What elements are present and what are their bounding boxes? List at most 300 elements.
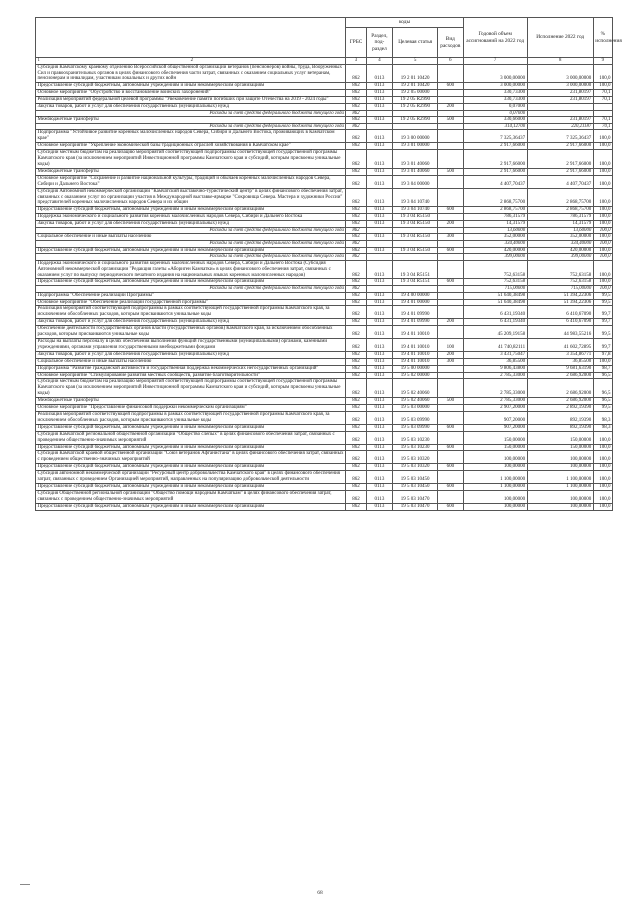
cell-name: Расходы за счет средств федерального бюджета текущего года (36, 254, 346, 260)
cell-name: Расходы за счет средств федерального бюджета текущего года (36, 228, 346, 234)
cell-name: Реализация мероприятий соответствующей подпрограммы в рамках соответствующей государственной программы Камчатского края, за исключением обособленных расходов, которым присваиваются уникальные коды (36, 411, 346, 424)
table-row (36, 279, 613, 286)
cell-s: 0113 (366, 490, 393, 503)
cell-s: 0113 (366, 130, 393, 143)
cell-s: 0113 (366, 168, 393, 175)
cell-g: 862 (346, 431, 366, 444)
cell-x: 100,0 (593, 279, 612, 286)
cell-name: Поддержка экономического и социального развития коренных малочисленных народов Севера, Сибири и Дальнего Востока (36, 214, 346, 221)
cell-g: 862 (346, 398, 366, 405)
cell-e: 352,00000 (527, 234, 593, 241)
cell-e: 892,19390 (527, 411, 593, 424)
cell-name: Закупка товаров, работ и услуг для обеспечения государственных (муниципальных) нужд (36, 221, 346, 228)
cell-c: 19 2 01 10420 (393, 83, 438, 90)
cell-c: 19 4 01 10010 (393, 339, 438, 352)
table-row (36, 150, 613, 169)
cell-v: 200 (438, 104, 464, 111)
cell-g: 862 (346, 260, 366, 279)
cell-s: 0113 (366, 221, 393, 228)
cell-g: 862 (346, 351, 366, 358)
cell-s: 0113 (366, 97, 393, 104)
cell-v: 100 (438, 339, 464, 352)
cell-p: 51 640,38498 (463, 292, 527, 299)
cell-s: 0113 (366, 444, 393, 451)
cell-name: Основное мероприятие "Обеспечение реализации государственной программы" (36, 299, 346, 306)
cell-name: Реализация мероприятий федеральной целевой программы "Увековечение памяти погибших при защите Отечества на 2019 - 2024 годы" (36, 97, 346, 104)
cell-v (438, 411, 464, 424)
cell-e: 752,63158 (527, 260, 593, 279)
cell-v (438, 299, 464, 306)
cell-x: 98,3 (593, 424, 612, 431)
cell-g: 862 (346, 221, 366, 228)
cell-g: 862 (346, 117, 366, 124)
table-row (36, 471, 613, 484)
cell-p: 2 917,66000 (463, 143, 527, 150)
cell-g: 862 (346, 254, 366, 260)
cell-e: 2 917,66000 (527, 168, 593, 175)
cell-g: 862 (346, 372, 366, 379)
cell-v (438, 365, 464, 372)
cell-c: 19 2 05 R2990 (393, 117, 438, 124)
header-pct: % исполнения (593, 18, 612, 58)
table-row (36, 379, 613, 398)
cell-x: 99,5 (593, 405, 612, 412)
cell-c: 19 3 04 R5151 (393, 279, 438, 286)
table-row (36, 411, 613, 424)
cell-e: 2 686,92000 (527, 379, 593, 398)
cell-g: 862 (346, 90, 366, 97)
cell-g: 862 (346, 247, 366, 254)
cell-name: Предоставление субсидий бюджетным, автономным учреждениям и иным некоммерческим организациям (36, 424, 346, 431)
cell-e: 9 681,63190 (527, 365, 593, 372)
table-row (36, 464, 613, 471)
cell-e: 6 410,67090 (527, 306, 593, 319)
cell-g: 862 (346, 464, 366, 471)
cell-x: 100,0 (593, 188, 612, 207)
header-name (36, 18, 346, 58)
cell-e: 150,00000 (527, 444, 593, 451)
cell-name: Межбюджетные трансферты (36, 117, 346, 124)
cell-e: 2 686,92000 (527, 372, 593, 379)
cell-c: 19 4 01 10010 (393, 326, 438, 339)
cell-name: Закупка товаров, работ и услуг для обеспечения государственных (муниципальных) нужд (36, 351, 346, 358)
cell-x: 100,0 (593, 451, 612, 464)
cell-c: 19 3 01 00000 (393, 143, 438, 150)
cell-c: 19 3 04 R5150 (393, 221, 438, 228)
page-edge-mark (20, 884, 30, 885)
cell-e: 4 407,70437 (527, 175, 593, 188)
cell-g: 862 (346, 319, 366, 326)
cell-c: 19 5 03 10450 (393, 471, 438, 484)
cell-x: 100,0 (593, 83, 612, 90)
table-row (36, 405, 613, 412)
cell-e: 100,00000 (527, 464, 593, 471)
cell-g: 862 (346, 110, 366, 116)
cell-v (438, 490, 464, 503)
cell-v (438, 214, 464, 221)
cell-g: 862 (346, 188, 366, 207)
cell-name: Субсидия Камчатской краевой общественной организации "Союз ветеранов Афганистана" в целях финансового обеспечения затрат, связанных с проведением общественно-значимых мероприятий (36, 451, 346, 464)
header-section: Раздел, под-раздел (366, 28, 393, 58)
cell-g: 862 (346, 97, 366, 104)
cell-v: 600 (438, 279, 464, 286)
cell-name: Субсидия Автономной некоммерческой организации "Камчатский выставочно-туристический центр" в целях финансового обеспечения затрат, связанных с оказанием услуг по организации участия в Международной выставке-ярмарке "Сокровища Севера. Мастера и художники России" представителей коренных малочисленных народов Севера и их общин (36, 188, 346, 207)
cell-x: 100,0 (593, 130, 612, 143)
cell-name: Предоставление субсидий бюджетным, автономным учреждениям и иным некоммерческим организациям (36, 279, 346, 286)
cell-v (438, 326, 464, 339)
cell-g: 862 (346, 234, 366, 241)
cell-p: 715,00000 (463, 286, 527, 292)
cell-g: 862 (346, 168, 366, 175)
cell-v (438, 405, 464, 412)
cell-c: 19 5 03 10320 (393, 464, 438, 471)
cell-c: 19 4 01 09990 (393, 306, 438, 319)
table-row (36, 104, 613, 111)
column-number: 8 (527, 58, 593, 65)
cell-c: 19 5 03 10230 (393, 431, 438, 444)
cell-v: 600 (438, 247, 464, 254)
cell-v (438, 188, 464, 207)
cell-x: 99,5 (593, 299, 612, 306)
cell-name: Предоставление субсидий бюджетным, автономным учреждениям и иным некоммерческим организациям (36, 247, 346, 254)
cell-g: 862 (346, 228, 366, 234)
table-row (36, 214, 613, 221)
table-row (36, 451, 613, 464)
cell-s: 0113 (366, 398, 393, 405)
cell-e: 100,00000 (527, 503, 593, 510)
cell-s: 0113 (366, 379, 393, 398)
cell-s: 0113 (366, 83, 393, 90)
cell-name: Расходы за счет средств федерального бюджета текущего года (36, 241, 346, 247)
cell-p: 752,63158 (463, 279, 527, 286)
cell-e: 334,40000 (527, 241, 593, 247)
cell-x: 70,1 (593, 117, 612, 124)
cell-s: 0113 (366, 351, 393, 358)
cell-g: 862 (346, 483, 366, 490)
cell-x: 70,1 (593, 97, 612, 104)
cell-s: 0113 (366, 483, 393, 490)
cell-g: 862 (346, 124, 366, 130)
cell-p: 752,63158 (463, 260, 527, 279)
cell-x: 99,7 (593, 319, 612, 326)
cell-s: 0113 (366, 188, 393, 207)
cell-p: 2 785,33000 (463, 372, 527, 379)
cell-name: Поддержка экономического и социального развития коренных малочисленных народов Севера, Сибири и Дальнего Востока (Субсидия Автономной некоммерческой организации "Редакция газеты «Абориген Камчатки» в целях финансового обеспечения затрат, связанных с оказанием услуг по выпуску периодического печатного издания на национальных языках коренных малочисленных народов) (36, 260, 346, 279)
cell-c: 19 2 05 00000 (393, 90, 438, 97)
cell-c: 19 5 03 10470 (393, 490, 438, 503)
cell-e: 3 000,00000 (527, 83, 593, 90)
cell-c: 19 5 03 10470 (393, 503, 438, 510)
cell-s: 0113 (366, 464, 393, 471)
table-row (36, 64, 613, 83)
cell-e: 2 686,92000 (527, 398, 593, 405)
cell-g: 862 (346, 279, 366, 286)
cell-e: 51 394,22306 (527, 299, 593, 306)
cell-v: 500 (438, 398, 464, 405)
cell-name: Подпрограмма "Обеспечение реализации Программы" (36, 292, 346, 299)
cell-v: 200 (438, 319, 464, 326)
cell-s: 0113 (366, 405, 393, 412)
cell-c: 19 3 04 10740 (393, 207, 438, 214)
cell-x: 100,0 (593, 234, 612, 241)
table-row (36, 490, 613, 503)
table-row (36, 444, 613, 451)
cell-p: 2 785,33000 (463, 379, 527, 398)
cell-e: 892,19390 (527, 424, 593, 431)
cell-s: 0113 (366, 90, 393, 97)
cell-name: Основное мероприятие "Укрепление экономической базы традиционных отраслей хозяйствования в Камчатском крае" (36, 143, 346, 150)
table-row (36, 319, 613, 326)
cell-c: 19 3 01 40060 (393, 150, 438, 169)
cell-x: 100,0 (593, 247, 612, 254)
cell-v (438, 150, 464, 169)
column-number: 7 (463, 58, 527, 65)
cell-e: 3 354,86771 (527, 351, 593, 358)
table-row (36, 326, 613, 339)
cell-x: 96,5 (593, 398, 612, 405)
cell-v: 600 (438, 444, 464, 451)
cell-c: 19 2 05 R2990 (393, 104, 438, 111)
cell-s: 0113 (366, 451, 393, 464)
cell-x: 100,0 (593, 207, 612, 214)
cell-v (438, 451, 464, 464)
cell-name: Подпрограмма "Развитие гражданской активности и государственная поддержка некоммерческих негосударственных организаций" (36, 365, 346, 372)
cell-v (438, 175, 464, 188)
cell-v: 600 (438, 83, 464, 90)
header-codes: коды (346, 18, 463, 28)
cell-s: 0113 (366, 104, 393, 111)
table-row (36, 503, 613, 510)
cell-x: 98,3 (593, 411, 612, 424)
cell-p: 51 640,38498 (463, 299, 527, 306)
cell-e: 786,31579 (527, 214, 593, 221)
cell-e: 2 892,19390 (527, 405, 593, 412)
cell-g: 862 (346, 444, 366, 451)
column-number: 5 (393, 58, 438, 65)
cell-x: 100,0 (593, 471, 612, 484)
cell-s: 0113 (366, 358, 393, 365)
cell-name: Субсидии местным бюджетам на реализацию мероприятий соответствующей подпрограммы соответствующей государственной программы Камчатского края (за исключением мероприятий Инвестиционной программы Камчатского края и субсидий, которым присвоены уникальные коды) (36, 379, 346, 398)
cell-e: 2 917,66000 (527, 150, 593, 169)
cell-e: 231,80197 (527, 90, 593, 97)
cell-g: 862 (346, 64, 366, 83)
cell-e: 36,85500 (527, 358, 593, 365)
cell-name: Реализация мероприятий соответствующей подпрограммы в рамках соответствующей государственной программы Камчатского края, за исключением обособленных расходов, которым присваиваются уникальные коды (36, 306, 346, 319)
cell-name: Основное мероприятие "Предоставление финансовой поддержки некоммерческим организациям" (36, 405, 346, 412)
cell-e: 150,00000 (527, 431, 593, 444)
header-grbs: ГРБС (346, 28, 366, 58)
cell-v: 600 (438, 207, 464, 214)
cell-x: 100,0 (593, 464, 612, 471)
cell-c: 19 4 01 10010 (393, 351, 438, 358)
cell-p: 334,40000 (463, 241, 527, 247)
cell-x: 97,8 (593, 351, 612, 358)
cell-name: Основное мероприятие "Обустройство и восстановление воинских захоронений" (36, 90, 346, 97)
cell-s: 0113 (366, 411, 393, 424)
cell-name: Социальное обеспечение и иные выплаты населению (36, 234, 346, 241)
cell-p: 150,00000 (463, 444, 527, 451)
cell-g: 862 (346, 286, 366, 292)
cell-e: 1 100,00000 (527, 483, 593, 490)
cell-p: 3 431,75047 (463, 351, 527, 358)
cell-name: Расходы за счет средств федерального бюджета текущего года (36, 286, 346, 292)
cell-e: 51 394,22306 (527, 292, 593, 299)
cell-g: 862 (346, 150, 366, 169)
column-number-row (36, 58, 613, 65)
table-row (36, 306, 613, 319)
cell-v (438, 97, 464, 104)
cell-e: 1 100,00000 (527, 471, 593, 484)
column-number-2: 2 (190, 58, 194, 63)
cell-x: 70,1 (593, 124, 612, 130)
cell-v: 300 (438, 358, 464, 365)
cell-e: 2 917,66000 (527, 143, 593, 150)
cell-c: 19 2 05 R2990 (393, 97, 438, 104)
cell-name: Предоставление субсидий бюджетным, автономным учреждениям и иным некоммерческим организациям (36, 83, 346, 90)
cell-x: 100,0 (593, 503, 612, 510)
cell-g: 862 (346, 424, 366, 431)
cell-p: 2 917,66000 (463, 168, 527, 175)
table-row (36, 175, 613, 188)
cell-s: 0113 (366, 175, 393, 188)
column-number (36, 58, 346, 65)
cell-name: Подпрограмма "Устойчивое развитие коренных малочисленных народов Севера, Сибири и Дальнего Востока, проживающих в Камчатском крае" (36, 130, 346, 143)
cell-x: 96,5 (593, 372, 612, 379)
cell-c: 19 3 01 40060 (393, 168, 438, 175)
document-page (35, 17, 622, 511)
cell-v: 600 (438, 483, 464, 490)
cell-c: 19 5 03 09990 (393, 411, 438, 424)
header-expense-type: Вид расходов (438, 28, 464, 58)
cell-name: Предоставление субсидий бюджетным, автономным учреждениям и иным некоммерческим организациям (36, 503, 346, 510)
cell-c: 19 3 04 10740 (393, 188, 438, 207)
cell-name: Субсидия Общественной региональной организации "Общество помощи народным Камчаткам" в целях финансового обеспечения затрат, связанных с проведением общественно-значимых мероприятий (36, 490, 346, 503)
cell-p: 13,60000 (463, 228, 527, 234)
cell-e: 100,00000 (527, 490, 593, 503)
cell-p: 314,12700 (463, 124, 527, 130)
cell-p: 2 907,20000 (463, 405, 527, 412)
table-row (36, 292, 613, 299)
cell-e: 2 868,75700 (527, 188, 593, 207)
cell-v (438, 306, 464, 319)
cell-p: 2 785,33000 (463, 398, 527, 405)
cell-v (438, 372, 464, 379)
cell-s: 0113 (366, 234, 393, 241)
cell-e (527, 104, 593, 111)
cell-e: 231,80197 (527, 97, 593, 104)
cell-p: 14,31579 (463, 221, 527, 228)
cell-g: 862 (346, 471, 366, 484)
cell-p: 1 100,00000 (463, 483, 527, 490)
cell-g: 862 (346, 503, 366, 510)
cell-s: 0113 (366, 279, 393, 286)
cell-c: 19 3 04 R5151 (393, 260, 438, 279)
cell-g: 862 (346, 292, 366, 299)
cell-x: 100,0 (593, 214, 612, 221)
cell-p: 907,20000 (463, 424, 527, 431)
cell-s: 0113 (366, 339, 393, 352)
table-row (36, 234, 613, 241)
budget-table (35, 17, 622, 511)
cell-s: 0113 (366, 372, 393, 379)
cell-p: 6 431,19340 (463, 306, 527, 319)
cell-p: 330,73300 (463, 90, 527, 97)
cell-s: 0113 (366, 260, 393, 279)
cell-e: 420,00000 (527, 247, 593, 254)
cell-p: 786,31579 (463, 214, 527, 221)
cell-e: 13,60000 (527, 228, 593, 234)
cell-e: 399,00000 (527, 254, 593, 260)
cell-x: 100,0 (593, 483, 612, 490)
cell-name: Субсидия Камчатской региональной общественной организации "Общество слепых" в целях финансового обеспечения затрат, связанных с проведением общественно-значимых мероприятий (36, 431, 346, 444)
cell-c: 19 3 04 R5150 (393, 247, 438, 254)
cell-name: Социальное обеспечение и иные выплаты населению (36, 358, 346, 365)
cell-v: 200 (438, 351, 464, 358)
cell-s: 0113 (366, 292, 393, 299)
cell-x: 99,7 (593, 306, 612, 319)
cell-x: 100,0 (593, 228, 612, 234)
table-row (36, 117, 613, 124)
cell-c: 19 5 02 00000 (393, 372, 438, 379)
cell-s: 0113 (366, 319, 393, 326)
cell-name: Предоставление субсидий бюджетным, автономным учреждениям и иным некоммерческим организациям (36, 464, 346, 471)
cell-s: 0113 (366, 431, 393, 444)
table-row (36, 247, 613, 254)
table-row (36, 207, 613, 214)
cell-x: 96,5 (593, 379, 612, 398)
cell-s: 0113 (366, 299, 393, 306)
cell-s: 0113 (366, 143, 393, 150)
cell-x: 100,0 (593, 143, 612, 150)
cell-g: 862 (346, 130, 366, 143)
cell-x: 100,0 (593, 260, 612, 279)
cell-name: Субсидии местным бюджетам на реализацию мероприятий соответствующей подпрограммы соответствующей государственной программы Камчатского края (за исключением мероприятий Инвестиционной программы Камчатского края и субсидий, которым присвоены уникальные коды) (36, 150, 346, 169)
cell-s: 0113 (366, 503, 393, 510)
cell-v: 500 (438, 168, 464, 175)
cell-x: 100,0 (593, 175, 612, 188)
cell-c: 19 5 03 10450 (393, 483, 438, 490)
table-row (36, 398, 613, 405)
cell-x: 100,0 (593, 241, 612, 247)
cell-e: 231,80197 (527, 117, 593, 124)
cell-p: 907,20000 (463, 411, 527, 424)
cell-name: Межбюджетные трансферты (36, 168, 346, 175)
header-plan: Годовой объем ассигнований на 2022 год (463, 18, 527, 58)
cell-x: 99,7 (593, 339, 612, 352)
header-target: Целевая статья (393, 28, 438, 58)
cell-name: Предоставление субсидий бюджетным, автономным учреждениям и иным некоммерческим организациям (36, 207, 346, 214)
cell-c: 19 5 02 40060 (393, 398, 438, 405)
table-row (36, 431, 613, 444)
cell-name: Основное мероприятие "Сохранение и развитие национальной культуры, традиций и обычаев коренных малочисленных народов Севера, Сибири и Дальнего Востока" (36, 175, 346, 188)
table-row (36, 130, 613, 143)
cell-s: 0113 (366, 117, 393, 124)
cell-c: 19 5 03 10320 (393, 451, 438, 464)
cell-p: 2 868,75700 (463, 207, 527, 214)
cell-p: 100,00000 (463, 490, 527, 503)
cell-v: 300 (438, 234, 464, 241)
table-row (36, 424, 613, 431)
cell-c: 19 4 00 00000 (393, 292, 438, 299)
cell-s: 0113 (366, 365, 393, 372)
cell-p: 2 868,75700 (463, 188, 527, 207)
table-row (36, 339, 613, 352)
cell-e: 6 410,67090 (527, 319, 593, 326)
cell-g: 862 (346, 326, 366, 339)
cell-p: 7 325,36437 (463, 130, 527, 143)
cell-x: 100,0 (593, 168, 612, 175)
cell-c: 19 3 04 R5150 (393, 234, 438, 241)
